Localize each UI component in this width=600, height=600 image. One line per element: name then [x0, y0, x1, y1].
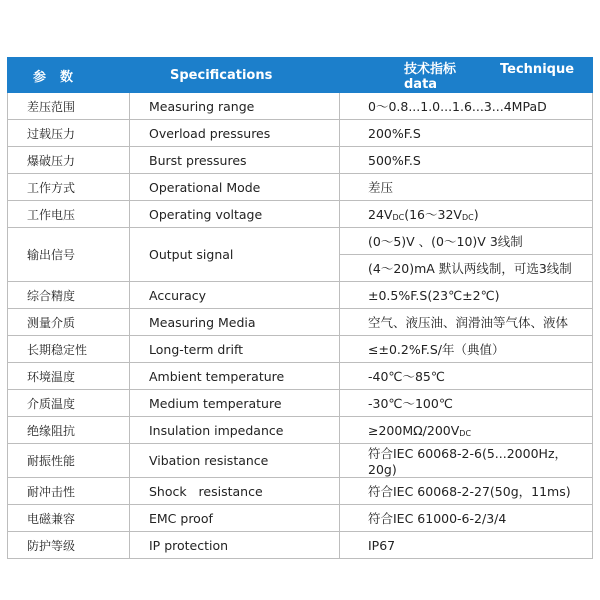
header-specifications: Specifications — [130, 58, 340, 93]
dc-subscript: DC — [459, 428, 472, 438]
param-value: 符合IEC 60068-2-27(50g，11ms) — [340, 478, 593, 505]
param-cn: 长期稳定性 — [8, 336, 130, 363]
dc-subscript: DC — [392, 213, 405, 222]
table-row-measuring-media — [8, 309, 593, 336]
param-value: 0～0.8...1.0...1.6...3...4MPaD — [340, 93, 593, 120]
header-technique-data — [340, 58, 593, 93]
param-cn: 差压范围 — [8, 93, 130, 120]
table-row-emc-proof — [8, 505, 593, 532]
param-cn: 介质温度 — [8, 390, 130, 417]
param-cn: 过载压力 — [8, 120, 130, 147]
param-cn: 耐振性能 — [8, 444, 130, 478]
table-row-ip-protection — [8, 532, 593, 559]
param-en: EMC proof — [130, 505, 340, 532]
header-param: 参数 — [8, 58, 130, 93]
param-cn: 综合精度 — [8, 282, 130, 309]
param-cn: 工作方式 — [8, 174, 130, 201]
param-en: Output signal — [130, 228, 340, 282]
param-value: IP67 — [340, 532, 593, 559]
table-row-operating-voltage — [8, 201, 593, 228]
param-en: Operating voltage — [130, 201, 340, 228]
param-en: IP protection — [130, 532, 340, 559]
param-cn: 绝缘阻抗 — [8, 417, 130, 444]
table-row-accuracy — [8, 282, 593, 309]
table-row-ambient-temperature — [8, 363, 593, 390]
voltage-nominal: 24V — [368, 207, 393, 222]
param-value: 200%F.S — [340, 120, 593, 147]
param-value: 500%F.S — [340, 147, 593, 174]
table-row-vibration-resistance — [8, 444, 593, 478]
param-value: ≤±0.2%F.S/年（典值） — [340, 336, 593, 363]
param-value: ±0.5%F.S(23℃±2℃) — [340, 282, 593, 309]
table-row-operational-mode — [8, 174, 593, 201]
table-row-burst — [8, 147, 593, 174]
table-row-measuring-range — [8, 93, 593, 120]
param-en: Medium temperature — [130, 390, 340, 417]
param-en: Measuring range — [130, 93, 340, 120]
param-value: 符合IEC 60068-2-6(5...2000Hz，20g) — [340, 444, 593, 478]
param-value: 符合IEC 61000-6-2/3/4 — [340, 505, 593, 532]
param-value: 差压 — [340, 174, 593, 201]
table-header-row — [8, 58, 593, 93]
param-en: Vibation resistance — [130, 444, 340, 478]
table-row-shock-resistance — [8, 478, 593, 505]
header-tech-en: Technique data — [404, 62, 575, 92]
param-value — [340, 201, 593, 228]
table-row-long-term-drift — [8, 336, 593, 363]
insulation-value: ≥200MΩ/200V — [368, 422, 460, 438]
param-en: Accuracy — [130, 282, 340, 309]
param-value — [340, 417, 593, 444]
param-cn: 耐冲击性 — [8, 478, 130, 505]
param-en: Operational Mode — [130, 174, 340, 201]
param-en: Overload pressures — [130, 120, 340, 147]
specification-table — [7, 57, 593, 559]
voltage-range-close: ) — [473, 207, 479, 222]
param-cn: 爆破压力 — [8, 147, 130, 174]
param-value-voltage-output: (0～5)V 、(0～10)V 3线制 — [340, 228, 593, 255]
param-en: Ambient temperature — [130, 363, 340, 390]
param-cn: 测量介质 — [8, 309, 130, 336]
param-cn: 环境温度 — [8, 363, 130, 390]
table-row-insulation-impedance — [8, 417, 593, 444]
param-en: Insulation impedance — [130, 417, 340, 444]
param-cn: 防护等级 — [8, 532, 130, 559]
table-row-output-signal-1 — [8, 228, 593, 255]
param-cn: 电磁兼容 — [8, 505, 130, 532]
param-en: Measuring Media — [130, 309, 340, 336]
param-value-current-output: (4～20)mA 默认两线制，可选3线制 — [340, 255, 593, 282]
param-cn: 输出信号 — [8, 228, 130, 282]
dc-subscript: DC — [461, 213, 474, 222]
table-row-medium-temperature — [8, 390, 593, 417]
param-en: Long-term drift — [130, 336, 340, 363]
param-en: Burst pressures — [130, 147, 340, 174]
param-value: 空气、液压油、润滑油等气体、液体 — [340, 309, 593, 336]
param-value: -30℃～100℃ — [340, 390, 593, 417]
table-row-overload — [8, 120, 593, 147]
param-value: -40℃～85℃ — [340, 363, 593, 390]
voltage-range: (16～32V — [404, 207, 462, 222]
header-tech-cn: 技术指标 — [404, 62, 457, 77]
param-cn: 工作电压 — [8, 201, 130, 228]
param-en: Shock resistance — [130, 478, 340, 505]
